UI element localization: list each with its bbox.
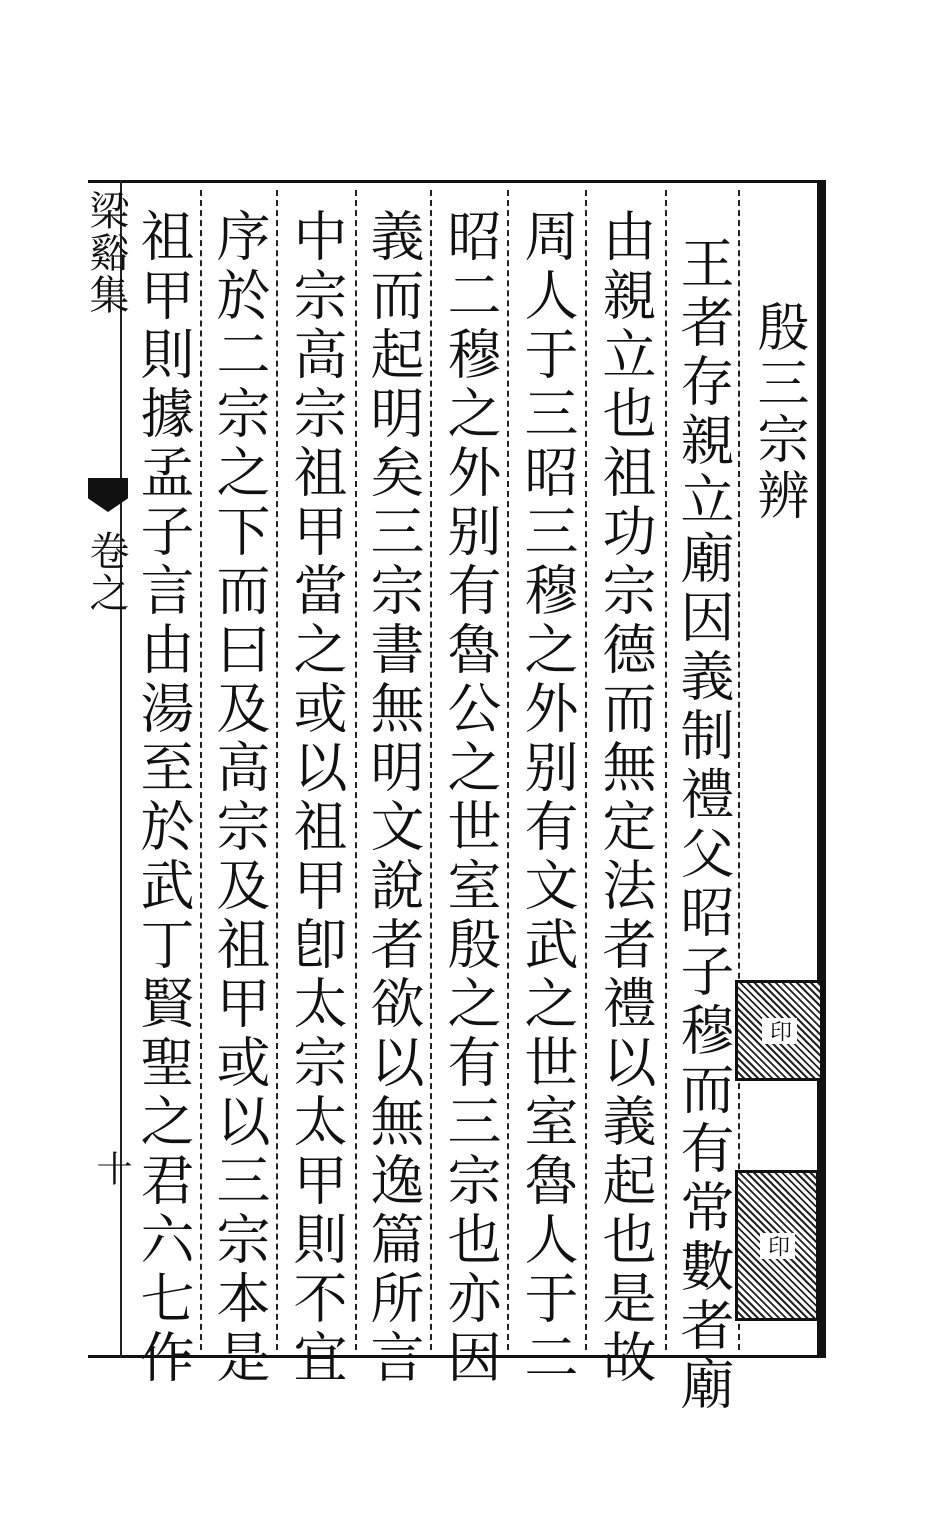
collector-seal-bottom xyxy=(735,1170,819,1321)
column-divider xyxy=(665,190,667,1350)
seal-text: 印 xyxy=(762,1018,797,1044)
text-column-4: 昭二穆之外别有魯公之世室殷之有三宗也亦因 xyxy=(439,208,502,1388)
seal-text: 印 xyxy=(760,1233,795,1259)
text-column-3: 周人于三昭三穆之外别有文武之世室魯人于二 xyxy=(516,208,579,1388)
text-column-5: 義而起明矣三宗書無明文說者欲以無逸篇所言 xyxy=(362,208,425,1388)
column-divider xyxy=(200,190,202,1350)
text-column-2: 由親立也祖功宗德而無定法者禮以義起也是故 xyxy=(594,208,657,1388)
text-column-1: 王者存親立廟因義制禮父昭子穆而有常數者廟 xyxy=(672,235,735,1415)
margin-juan: 卷之 xyxy=(83,530,129,614)
margin-folio: 十 xyxy=(91,1150,132,1186)
text-column-6: 中宗高宗祖甲當之或以祖甲卽太宗太甲則不宜 xyxy=(285,208,348,1388)
column-divider xyxy=(355,190,357,1350)
column-divider xyxy=(430,190,432,1350)
column-divider xyxy=(507,190,509,1350)
text-column-7: 序於二宗之下而曰及高宗及祖甲或以三宗本是 xyxy=(208,208,271,1388)
essay-title: 殷三宗辨 xyxy=(748,300,808,524)
column-divider xyxy=(585,190,587,1350)
column-divider xyxy=(276,190,278,1350)
collector-seal-top xyxy=(735,980,823,1081)
margin-book-title: 梁谿集 xyxy=(83,190,129,316)
text-column-8: 祖甲則據孟子言由湯至於武丁賢聖之君六七作 xyxy=(132,208,195,1388)
